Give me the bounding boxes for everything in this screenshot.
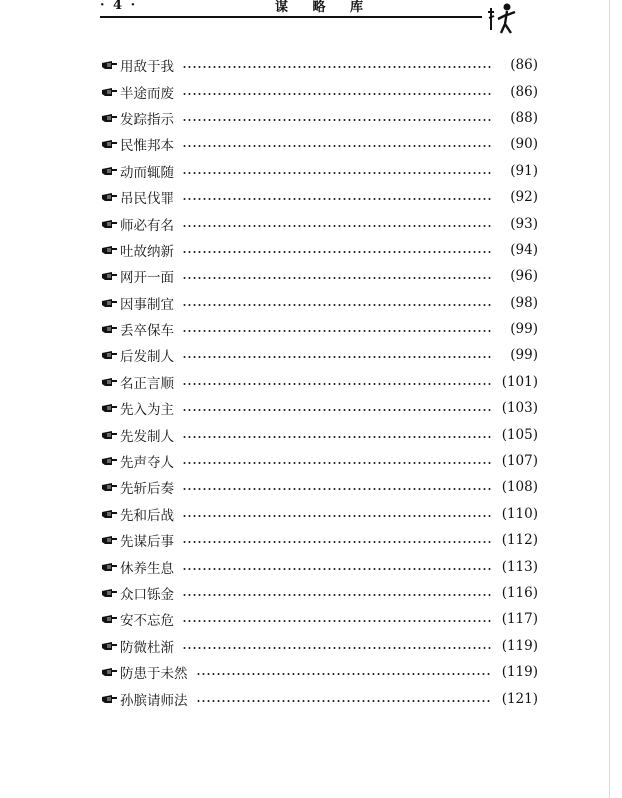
table-of-contents	[102, 52, 538, 712]
toc-entry-title: 先入为主	[120, 402, 174, 419]
dot-leader	[182, 515, 492, 517]
page-header	[100, 0, 520, 40]
pointing-hand-icon	[102, 59, 120, 71]
pointing-hand-icon	[102, 349, 120, 361]
pointing-hand-icon	[102, 587, 120, 599]
dot-leader	[182, 330, 492, 332]
dot-leader	[182, 172, 492, 174]
toc-entry[interactable]	[102, 158, 538, 184]
page-edge	[609, 0, 610, 798]
toc-entry-page: (117)	[501, 611, 538, 628]
toc-entry-page: (107)	[501, 453, 538, 470]
pointing-hand-icon	[102, 402, 120, 414]
toc-entry[interactable]	[102, 316, 538, 342]
running-title: 谋 略 库	[275, 0, 374, 15]
dot-leader	[196, 673, 493, 675]
dot-leader	[196, 700, 493, 702]
toc-entry-page: (113)	[501, 558, 538, 575]
pointing-hand-icon	[102, 323, 120, 335]
toc-entry-page: (116)	[501, 585, 538, 601]
toc-entry-page: (119)	[501, 637, 538, 654]
toc-entry-page: (96)	[510, 268, 538, 285]
toc-entry-page: (119)	[501, 664, 538, 681]
toc-entry-title: 后发制人	[120, 349, 174, 366]
dot-leader	[182, 620, 492, 622]
dot-leader	[182, 594, 492, 596]
dot-leader	[182, 225, 492, 227]
pointing-hand-icon	[102, 640, 120, 652]
pointing-hand-icon	[102, 481, 120, 493]
toc-entry-title: 先和后战	[120, 507, 174, 524]
pointing-hand-icon	[102, 508, 120, 520]
toc-entry-title: 防患于未然	[120, 666, 188, 683]
toc-entry-title: 发踪指示	[120, 111, 174, 128]
pointing-hand-icon	[102, 429, 120, 441]
toc-entry-title: 网开一面	[120, 270, 174, 287]
dot-leader	[182, 66, 492, 68]
toc-entry[interactable]	[102, 395, 538, 421]
dot-leader	[182, 304, 492, 306]
pointing-hand-icon	[102, 218, 120, 230]
toc-entry[interactable]	[102, 52, 538, 78]
toc-entry-title: 先谋后事	[120, 534, 174, 551]
pointing-hand-icon	[102, 244, 120, 256]
toc-entry-page: (93)	[510, 215, 538, 232]
toc-entry-page: (86)	[510, 57, 538, 74]
toc-entry-title: 孙膑请师法	[120, 692, 188, 709]
pointing-hand-icon	[102, 666, 120, 678]
dot-leader	[182, 436, 492, 438]
toc-entry-page: (121)	[501, 690, 538, 707]
toc-entry[interactable]	[102, 131, 538, 157]
toc-entry-page: (99)	[510, 347, 538, 364]
toc-entry-title: 先发制人	[120, 428, 174, 445]
dot-leader	[182, 93, 492, 95]
toc-entry[interactable]	[102, 580, 538, 606]
toc-entry-page: (92)	[510, 189, 538, 206]
pointing-hand-icon	[102, 561, 120, 573]
pointing-hand-icon	[102, 112, 120, 124]
toc-entry[interactable]	[102, 237, 538, 263]
toc-entry-title: 半途而废	[120, 85, 174, 102]
toc-entry[interactable]	[102, 263, 538, 289]
dot-leader	[182, 119, 492, 121]
toc-entry[interactable]	[102, 501, 538, 527]
toc-entry-page: (99)	[510, 321, 538, 338]
toc-entry-page: (105)	[501, 426, 538, 443]
toc-entry-title: 先声夺人	[120, 455, 174, 472]
toc-entry-title: 民惟邦本	[120, 138, 174, 155]
toc-entry-title: 师必有名	[120, 217, 174, 234]
figure-ornament-icon	[485, 0, 521, 36]
toc-entry-page: (91)	[510, 162, 538, 179]
page-number: · 4 ·	[100, 0, 138, 13]
pointing-hand-icon	[102, 534, 120, 546]
toc-entry[interactable]	[102, 659, 538, 685]
dot-leader	[182, 409, 492, 411]
pointing-hand-icon	[102, 138, 120, 150]
dot-leader	[182, 356, 492, 358]
pointing-hand-icon	[102, 376, 120, 388]
toc-entry-page: (98)	[510, 294, 538, 311]
toc-entry[interactable]	[102, 633, 538, 659]
toc-entry[interactable]	[102, 553, 538, 579]
toc-entry[interactable]	[102, 210, 538, 236]
toc-entry-title: 用敌于我	[120, 59, 174, 76]
pointing-hand-icon	[102, 165, 120, 177]
toc-entry[interactable]	[102, 184, 538, 210]
toc-entry[interactable]	[102, 421, 538, 447]
dot-leader	[182, 647, 492, 649]
toc-entry-title: 防微杜渐	[120, 639, 174, 656]
toc-entry-page: (112)	[501, 532, 538, 549]
pointing-hand-icon	[102, 86, 120, 98]
toc-entry[interactable]	[102, 527, 538, 553]
toc-entry-page: (88)	[510, 109, 538, 126]
toc-entry[interactable]	[102, 78, 538, 104]
toc-entry-page: (90)	[510, 136, 538, 153]
dot-leader	[182, 198, 492, 200]
dot-leader	[182, 488, 492, 490]
toc-entry[interactable]	[102, 105, 538, 131]
toc-entry-page: (103)	[501, 400, 538, 417]
toc-entry-page: (94)	[510, 241, 538, 258]
toc-entry-title: 动而辄随	[120, 164, 174, 181]
toc-entry-title: 安不忘危	[120, 613, 174, 630]
dot-leader	[182, 383, 492, 385]
toc-entry-title: 先斩后奏	[120, 481, 174, 498]
dot-leader	[182, 541, 492, 543]
toc-entry-title: 休养生息	[120, 560, 174, 577]
toc-entry-title: 因事制宜	[120, 296, 174, 313]
toc-entry-page: (108)	[501, 479, 538, 496]
toc-entry[interactable]	[102, 685, 538, 711]
dot-leader	[182, 568, 492, 570]
toc-entry[interactable]	[102, 290, 538, 316]
dot-leader	[182, 462, 492, 464]
toc-entry[interactable]	[102, 474, 538, 500]
dot-leader	[182, 145, 492, 147]
toc-entry-title: 吊民伐罪	[120, 191, 174, 208]
header-rule	[100, 16, 482, 18]
pointing-hand-icon	[102, 693, 120, 705]
toc-entry-page: (101)	[501, 373, 538, 390]
pointing-hand-icon	[102, 455, 120, 467]
toc-entry-title: 名正言顺	[120, 375, 174, 392]
dot-leader	[182, 277, 492, 279]
toc-entry[interactable]	[102, 369, 538, 395]
toc-entry-title: 众口铄金	[120, 587, 174, 603]
toc-entry-title: 丢卒保车	[120, 323, 174, 340]
toc-entry-title: 吐故纳新	[120, 243, 174, 260]
pointing-hand-icon	[102, 191, 120, 203]
pointing-hand-icon	[102, 297, 120, 309]
toc-entry[interactable]	[102, 448, 538, 474]
dot-leader	[182, 251, 492, 253]
pointing-hand-icon	[102, 270, 120, 282]
toc-entry[interactable]	[102, 606, 538, 632]
toc-entry[interactable]	[102, 342, 538, 368]
toc-entry-page: (110)	[501, 505, 538, 522]
pointing-hand-icon	[102, 613, 120, 625]
toc-entry-page: (86)	[510, 83, 538, 100]
